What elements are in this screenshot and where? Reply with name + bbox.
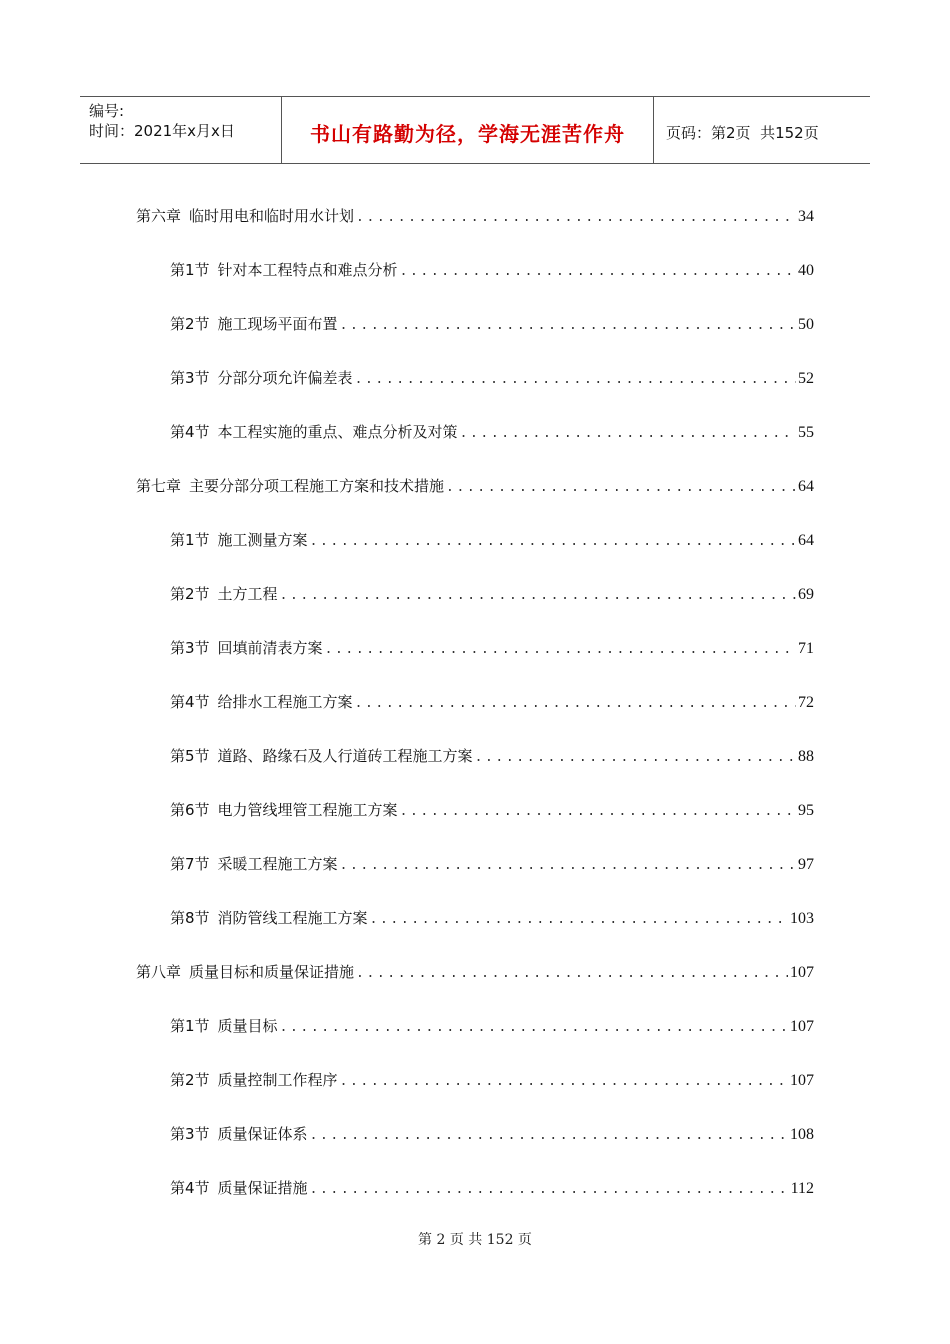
header-motto: 书山有路勤为径，学海无涯苦作舟 — [282, 97, 654, 163]
toc-entry-title: 分部分项允许偏差表 — [217, 369, 353, 387]
dot-leader — [400, 800, 796, 824]
toc-entry-label — [170, 744, 473, 768]
page-footer: 第 2 页 共 152 页 — [418, 1232, 532, 1248]
toc-entry-page: 97 — [798, 856, 814, 873]
toc-entry-page: 95 — [798, 802, 814, 819]
toc-entry-page: 64 — [798, 532, 814, 549]
toc-entry-title: 本工程实施的重点、难点分析及对策 — [217, 423, 458, 441]
toc-section-entry[interactable] — [136, 366, 814, 420]
toc-entry-label — [170, 1122, 308, 1146]
toc-section-entry[interactable] — [136, 1014, 814, 1068]
toc-entry-title: 主要分部分项工程施工方案和技术措施 — [189, 477, 445, 495]
toc-entry-number: 第1节 — [170, 261, 210, 279]
toc-section-entry[interactable] — [136, 1122, 814, 1176]
toc-entry-number: 第2节 — [170, 1071, 210, 1089]
toc-section-entry[interactable] — [136, 1068, 814, 1122]
dot-leader — [356, 962, 788, 986]
toc-entry-title: 临时用电和临时用水计划 — [189, 207, 355, 225]
toc-entry-label — [170, 1176, 308, 1200]
header-page-info: 页码：第2页 共152页 — [666, 123, 819, 142]
toc-entry-page: 34 — [798, 208, 814, 225]
toc-section-entry[interactable] — [136, 636, 814, 690]
toc-entry-label — [170, 528, 308, 552]
toc-section-entry[interactable] — [136, 852, 814, 906]
toc-entry-label — [170, 690, 353, 714]
toc-entry-label — [136, 474, 444, 498]
toc-entry-title: 回填前清表方案 — [217, 639, 323, 657]
toc-entry-title: 质量保证体系 — [217, 1125, 308, 1143]
dot-leader — [280, 1016, 788, 1040]
dot-leader — [355, 368, 796, 392]
toc-entry-label — [170, 420, 458, 444]
toc-entry-page: 69 — [798, 586, 814, 603]
toc-entry-page: 72 — [798, 694, 814, 711]
toc-entry-label — [170, 636, 323, 660]
dot-leader — [310, 1124, 788, 1148]
toc-entry-label — [170, 906, 368, 930]
toc-entry-page: 64 — [798, 478, 814, 495]
toc-section-entry[interactable] — [136, 744, 814, 798]
toc-entry-number: 第5节 — [170, 747, 210, 765]
dot-leader — [400, 260, 796, 284]
toc-entry-title: 施工现场平面布置 — [217, 315, 338, 333]
toc-section-entry[interactable] — [136, 582, 814, 636]
toc-entry-label — [170, 1014, 278, 1038]
toc-entry-title: 土方工程 — [217, 585, 278, 603]
dot-leader — [356, 206, 796, 230]
dot-leader — [370, 908, 788, 932]
toc-entry-number: 第3节 — [170, 639, 210, 657]
toc-entry-label — [170, 852, 338, 876]
toc-entry-title: 针对本工程特点和难点分析 — [217, 261, 398, 279]
toc-entry-number: 第7节 — [170, 855, 210, 873]
toc-entry-label — [170, 798, 398, 822]
toc-entry-label — [170, 1068, 338, 1092]
toc-entry-page: 112 — [790, 1180, 814, 1197]
dot-leader — [446, 476, 796, 500]
dot-leader — [460, 422, 796, 446]
toc-entry-page: 88 — [798, 748, 814, 765]
time-label: 时间：2021年x月x日 — [89, 122, 235, 140]
toc-entry-page: 71 — [798, 640, 814, 657]
toc-entry-number: 第3节 — [170, 1125, 210, 1143]
toc-entry-number: 第七章 — [136, 477, 182, 495]
toc-chapter-entry[interactable] — [136, 204, 814, 258]
toc-entry-number: 第6节 — [170, 801, 210, 819]
toc-section-entry[interactable] — [136, 312, 814, 366]
toc-entry-title: 质量控制工作程序 — [217, 1071, 338, 1089]
toc-entry-number: 第1节 — [170, 1017, 210, 1035]
toc-chapter-entry[interactable] — [136, 474, 814, 528]
toc-section-entry[interactable] — [136, 420, 814, 474]
dot-leader — [325, 638, 796, 662]
toc-entry-number: 第2节 — [170, 585, 210, 603]
toc-entry-page: 108 — [790, 1126, 814, 1143]
toc-section-entry[interactable] — [136, 906, 814, 960]
toc-entry-page: 52 — [798, 370, 814, 387]
page-header — [80, 96, 870, 164]
toc-entry-title: 电力管线埋管工程施工方案 — [217, 801, 398, 819]
toc-entry-number: 第六章 — [136, 207, 182, 225]
toc-entry-number: 第2节 — [170, 315, 210, 333]
toc-entry-number: 第4节 — [170, 693, 210, 711]
toc-entry-label — [170, 366, 353, 390]
toc-section-entry[interactable] — [136, 798, 814, 852]
serial-label: 编号: — [89, 102, 125, 120]
toc-entry-title: 施工测量方案 — [217, 531, 308, 549]
toc-entry-label — [170, 582, 278, 606]
toc-entry-page: 50 — [798, 316, 814, 333]
header-meta — [80, 97, 282, 163]
toc-entry-label — [136, 204, 354, 228]
dot-leader — [340, 1070, 788, 1094]
toc-entry-page: 107 — [790, 964, 814, 981]
toc-entry-title: 质量目标和质量保证措施 — [189, 963, 355, 981]
toc-entry-number: 第8节 — [170, 909, 210, 927]
toc-entry-page: 40 — [798, 262, 814, 279]
toc-entry-label — [170, 312, 338, 336]
toc-entry-number: 第3节 — [170, 369, 210, 387]
toc-section-entry[interactable] — [136, 690, 814, 744]
toc-section-entry[interactable] — [136, 258, 814, 312]
toc-entry-label — [170, 258, 398, 282]
toc-entry-title: 消防管线工程施工方案 — [217, 909, 368, 927]
dot-leader — [310, 1178, 789, 1202]
dot-leader — [340, 854, 796, 878]
toc-entry-title: 给排水工程施工方案 — [217, 693, 353, 711]
dot-leader — [340, 314, 796, 338]
toc-entry-number: 第1节 — [170, 531, 210, 549]
toc-section-entry[interactable] — [136, 1176, 814, 1230]
dot-leader — [310, 530, 796, 554]
toc-chapter-entry[interactable] — [136, 960, 814, 1014]
toc-entry-page: 107 — [790, 1018, 814, 1035]
table-of-contents — [136, 204, 814, 1230]
toc-entry-number: 第八章 — [136, 963, 182, 981]
toc-section-entry[interactable] — [136, 528, 814, 582]
toc-entry-page: 55 — [798, 424, 814, 441]
dot-leader — [355, 692, 796, 716]
toc-entry-page: 103 — [790, 910, 814, 927]
toc-entry-title: 质量目标 — [217, 1017, 278, 1035]
toc-entry-label — [136, 960, 354, 984]
toc-entry-title: 采暖工程施工方案 — [217, 855, 338, 873]
toc-entry-title: 道路、路缘石及人行道砖工程施工方案 — [217, 747, 473, 765]
toc-entry-title: 质量保证措施 — [217, 1179, 308, 1197]
toc-entry-number: 第4节 — [170, 1179, 210, 1197]
dot-leader — [280, 584, 796, 608]
dot-leader — [475, 746, 796, 770]
toc-entry-page: 107 — [790, 1072, 814, 1089]
toc-entry-number: 第4节 — [170, 423, 210, 441]
